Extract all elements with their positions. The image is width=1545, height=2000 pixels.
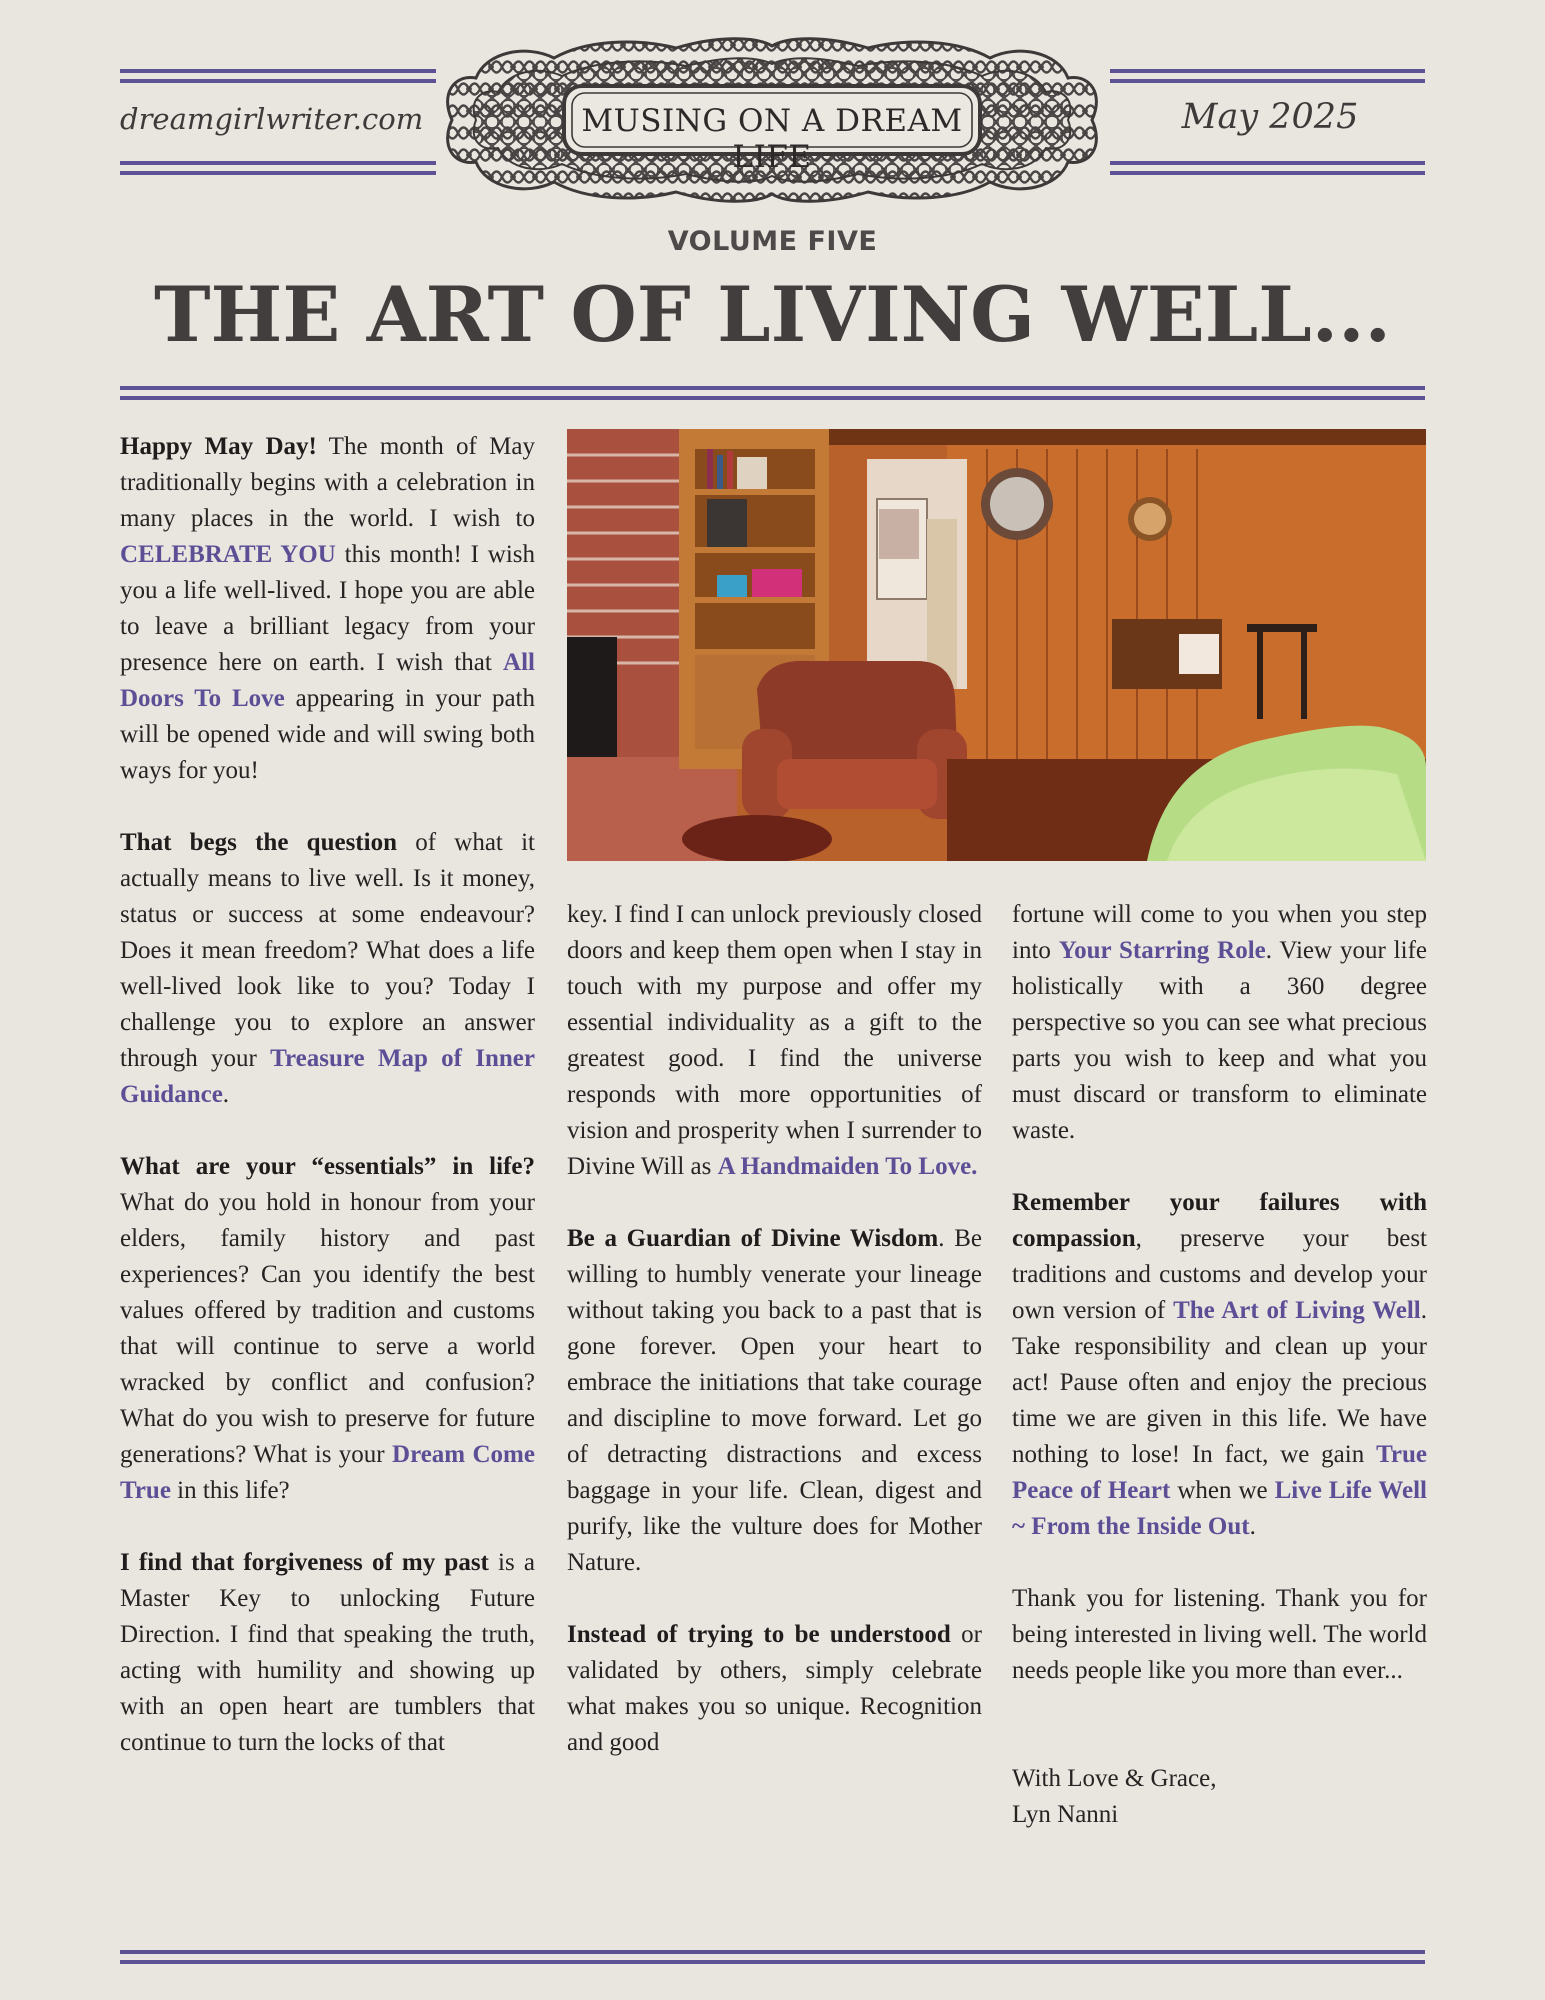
body-text: The month of May traditionally begins with a celebration in many places in the world. I wish to [120, 433, 535, 532]
author-signature: Lyn Nanni [1012, 1801, 1119, 1828]
lead-bold-text: Instead of trying to be understood [567, 1621, 951, 1648]
volume-label: VOLUME FIVE [667, 226, 878, 257]
body-text: this month! I wish you a life well-lived. I hope you are able to leave a brilliant legacy from your presence here on earth. I wish that [120, 541, 535, 676]
paragraph-question [120, 825, 535, 1113]
lead-bold-text: Be a Guardian of Divine Wisdom [567, 1225, 939, 1252]
lead-bold-text: Remember your failures with compassion [1012, 1189, 1427, 1252]
site-url[interactable]: dreamgirlwriter.com [120, 102, 424, 136]
body-text: when we [1170, 1477, 1275, 1504]
body-text: . Be willing to humbly venerate your lineage without taking you back to a past that is gone forever. Open your heart to embrace the initiations that take courage and discipline to move forward. Let go of detracting distractions and excess baggage in your life. Clean, digest and purify, like the vulture does for Mother Nature. [567, 1225, 982, 1576]
body-text: . View your life holistically with a 360 degree perspective so you can see what precious parts you wish to keep and what you must discard or transform to eliminate waste. [1012, 937, 1427, 1144]
closing-line: With Love & Grace, [1012, 1765, 1217, 1792]
treasure-map-link[interactable]: Treasure Map of Inner Guidance [120, 1045, 535, 1108]
body-text: Thank you for listening. Thank you for being interested in living well. The world needs people like you more than ever... [1012, 1585, 1427, 1684]
article-column-2 [567, 897, 982, 1761]
live-life-well-link[interactable]: Live Life Well ~ From the Inside Out [1012, 1477, 1427, 1540]
body-text: . Take responsibility and clean up your act! Pause often and enjoy the precious time we are given in this life. We have nothing to lose! In fact, we gain [1012, 1297, 1427, 1468]
article-column-1 [120, 429, 535, 1761]
paragraph-fortune [1012, 897, 1427, 1149]
paragraph-may-day [120, 429, 535, 789]
body-text: What do you hold in honour from your elders, family history and past experiences? Can you identify the best values offered by tradition and customs that will continue to serve a world wracked by conflict and confusion? What do you wish to preserve for future generations? What is your [120, 1189, 535, 1468]
body-text: of what it actually means to live well. Is it money, status or success at some endeavour? Does it mean freedom? What does a life well-lived look like to you? Today I challenge you to explore an answer through your [120, 829, 535, 1072]
paragraph-failures [1012, 1185, 1427, 1545]
paragraph-understood [567, 1617, 982, 1761]
masthead-rule-top-right [1110, 69, 1425, 83]
lead-bold-text: Happy May Day! [120, 433, 317, 460]
lead-bold-text: That begs the question [120, 829, 397, 856]
footer-rule [120, 1950, 1425, 1964]
headline-rule [120, 386, 1425, 400]
dream-come-true-link[interactable]: Dream Come True [120, 1441, 535, 1504]
handmaiden-to-love-link[interactable]: A Handmaiden To Love. [717, 1153, 978, 1180]
body-text: . [1249, 1513, 1256, 1540]
paragraph-thanks [1012, 1581, 1427, 1689]
lead-bold-text: What are your “essentials” in life? [120, 1153, 535, 1180]
living-room-photo [567, 429, 1426, 861]
body-text: fortune will come to you when you step into [1012, 901, 1427, 964]
lead-bold-text: I find that forgiveness of my past [120, 1549, 489, 1576]
masthead-rule-top-left [120, 69, 436, 83]
body-text: in this life? [170, 1477, 290, 1504]
masthead-rule-bottom-left [120, 161, 436, 175]
issue-date: May 2025 [1181, 97, 1359, 137]
article-column-3 [1012, 897, 1427, 1833]
all-doors-to-love-link[interactable]: All Doors To Love [120, 649, 535, 712]
celebrate-you-link[interactable]: CELEBRATE YOU [120, 541, 336, 568]
paragraph-guardian [567, 1221, 982, 1581]
body-text: key. I find I can unlock previously closed doors and keep them open when I stay in touch with my purpose and offer my essential individuality as a gift to the greatest good. I find the universe responds with more opportunities of vision and prosperity when I surrender to Divine Will as [567, 901, 982, 1180]
body-text: or validated by others, simply celebrate what makes you so unique. Recognition and good [567, 1621, 982, 1756]
art-of-living-well-link[interactable]: The Art of Living Well [1173, 1297, 1421, 1324]
body-text: , preserve your best traditions and customs and develop your own version of [1012, 1225, 1427, 1324]
body-text: . [222, 1081, 230, 1108]
masthead-rule-bottom-right [1110, 161, 1425, 175]
paragraph-forgiveness [120, 1545, 535, 1761]
body-text: appearing in your path will be opened wide and will swing both ways for you! [120, 685, 535, 784]
body-text: is a Master Key to unlocking Future Direction. I find that speaking the truth, acting with humility and showing up with an open heart are tumblers that continue to turn the locks of that [120, 1549, 535, 1756]
true-peace-of-heart-link[interactable]: True Peace of Heart [1012, 1441, 1427, 1504]
page-title: THE ART OF LIVING WELL... [153, 270, 1392, 359]
starring-role-link[interactable]: Your Starring Role [1058, 937, 1266, 964]
paragraph-key [567, 897, 982, 1185]
paragraph-essentials [120, 1149, 535, 1509]
masthead-title: MUSING ON A DREAM LIFE [581, 103, 963, 175]
